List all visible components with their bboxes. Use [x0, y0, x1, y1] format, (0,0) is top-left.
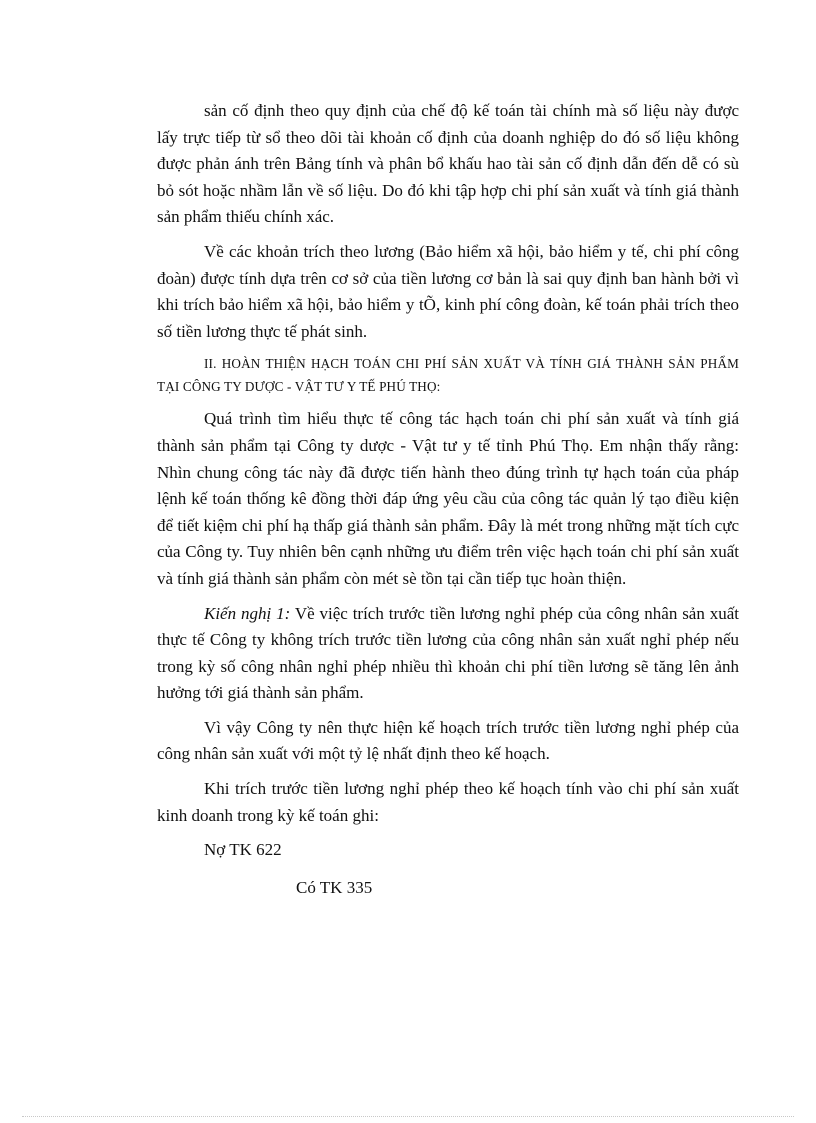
journal-entry-debit: Nợ TK 622: [204, 840, 282, 860]
paragraph-recommendation-1: [157, 601, 739, 707]
journal-entry-credit: Có TK 335: [296, 878, 373, 898]
recommendation-text: Về việc trích trước tiền lương nghỉ phép của công nhân sản xuất thực tế Công ty không trích trước tiền lương của công nhân sản xuất nghỉ phép nếu trong kỳ số công nhân nghỉ phép nhiều thì khoản chi phí tiền lương sẽ tăng lên ảnh hưởng tới giá thành sản phẩm.: [157, 603, 739, 703]
section-heading: II. HOÀN THIỆN HẠCH TOÁN CHI PHÍ SẢN XUẤT VÀ TÍNH GIÁ THÀNH SẢN PHẨM TẠI CÔNG TY DƯỢC - VẬT TƯ Y TẾ PHÚ THỌ:: [157, 356, 739, 394]
page-bottom-divider: [22, 1116, 794, 1117]
paragraph-fixed-asset-depreciation: sản cố định theo quy định của chế độ kế toán tài chính mà số liệu này được lấy trực tiếp từ sổ theo dõi tài khoản cố định của doanh nghiệp do đó số liệu không được phản ánh trên Bảng tính và phân bổ khấu hao tài sản cố định dẫn đến dễ có sù bỏ sót hoặc nhầm lẫn về số liệu. Do đó khi tập hợp chi phí sản xuất và tính giá thành sản phẩm thiếu chính xác.: [157, 101, 739, 227]
document-body: [157, 98, 739, 901]
recommendation-label: Kiến nghị 1:: [204, 603, 291, 623]
paragraph-accounting-record: Khi trích trước tiền lương nghỉ phép theo kế hoạch tính vào chi phí sản xuất kinh doanh trong kỳ kế toán ghi:: [157, 779, 739, 825]
paragraph-accrual-plan: Vì vậy Công ty nên thực hiện kế hoạch trích trước tiền lương nghỉ phép của công nhân sản xuất với một tỷ lệ nhất định theo kế hoạch.: [157, 717, 739, 764]
paragraph-assessment: Quá trình tìm hiểu thực tế công tác hạch toán chi phí sản xuất và tính giá thành sản phẩm tại Công ty dược - Vật tư y tế tỉnh Phú Thọ. Em nhận thấy rằng: Nhìn chung công tác này đã được tiến hành theo đúng trình tự hạch toán của pháp lệnh kế toán thống kê đồng thời đáp ứng yêu cầu của công tác quản lý tạo điều kiện để tiết kiệm chi phí hạ thấp giá thành sản phẩm. Đây là mét trong những mặt tích cực của Công ty. Tuy nhiên bên cạnh những ưu điểm trên việc hạch toán chi phí sản xuất và tính giá thành sản phẩm còn mét sè tồn tại cần tiếp tục hoàn thiện.: [157, 409, 739, 588]
paragraph-salary-deductions: Về các khoản trích theo lương (Bảo hiểm xã hội, bảo hiểm y tế, chi phí công đoàn) được tính dựa trên cơ sở của tiền lương cơ bản là sai quy định ban hành bởi vì khi trích bảo hiểm xã hội, bảo hiểm y tÕ, kinh phí công đoàn, kế toán phải trích theo số tiền lương thực tế phát sinh.: [157, 241, 739, 341]
